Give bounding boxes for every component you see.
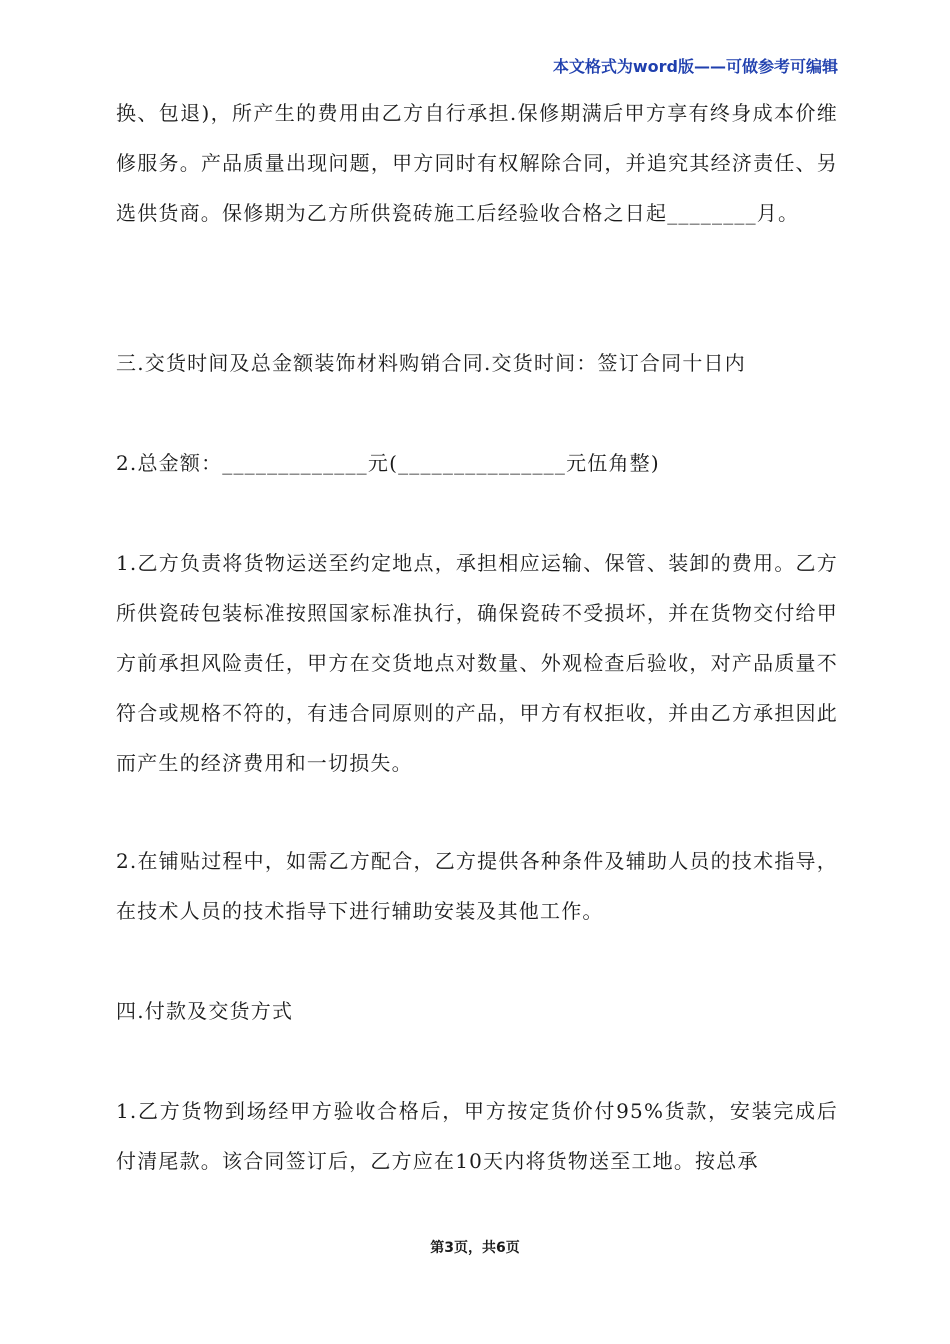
paragraph-warranty: 换、包退)，所产生的费用由乙方自行承担.保修期满后甲方享有终身成本价维修服务。产品质量出现问题，甲方同时有权解除合同，并追究其经济责任、另选供货商。保修期为乙方所供瓷砖施工后经验收合格之日起________月。 [116,101,838,225]
paragraph-transport-responsibility: 1.乙方负责将货物运送至约定地点，承担相应运输、保管、装卸的费用。乙方所供瓷砖包装标准按照国家标准执行，确保瓷砖不受损坏，并在货物交付给甲方前承担风险责任，甲方在交货地点对数量、外观检查后验收，对产品质量不符合或规格不符的，有违合同原则的产品，甲方有权拒收，并由乙方承担因此而产生的经济费用和一切损失。 [116,551,838,775]
page-number: 第3页，共6页 [430,1240,520,1256]
header-note: 本文格式为word版——可做参考可编辑 [552,57,838,76]
section-heading-delivery-amount: 三.交货时间及总金额装饰材料购销合同.交货时间：签订合同十日内 [116,351,746,375]
paragraph-total-amount: 2.总金额：_____________元(_______________元伍角整) [116,451,660,475]
section-heading-payment: 四.付款及交货方式 [116,999,294,1023]
paragraph-payment-terms: 1.乙方货物到场经甲方验收合格后，甲方按定货价付95%货款，安装完成后付清尾款。该合同签订后，乙方应在10天内将货物送至工地。按总承 [116,1099,838,1173]
paragraph-installation-support: 2.在铺贴过程中，如需乙方配合，乙方提供各种条件及辅助人员的技术指导，在技术人员的技术指导下进行辅助安装及其他工作。 [116,849,838,923]
